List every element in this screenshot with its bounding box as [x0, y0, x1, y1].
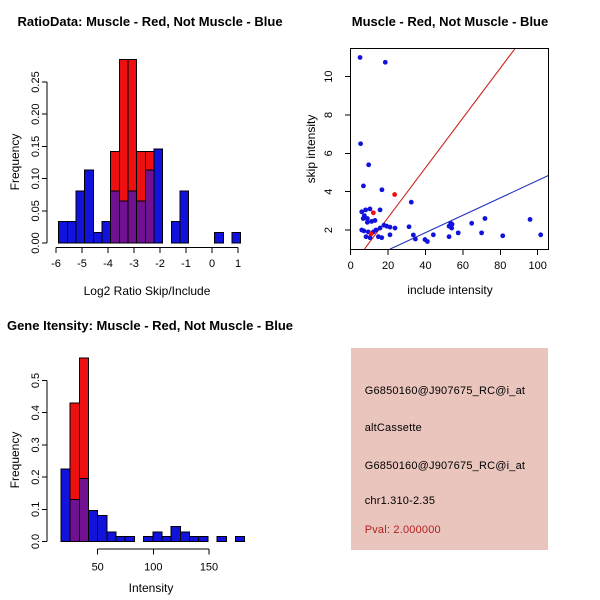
not-muscle-data-point [361, 184, 366, 189]
histogram-bar-blue [190, 536, 199, 541]
histogram-bar-blue [67, 222, 76, 243]
not-muscle-data-point [528, 217, 533, 222]
x-tick-label: 20 [381, 260, 395, 272]
y-tick-label: 10 [323, 70, 335, 83]
y-tick-label: 0.00 [30, 232, 42, 254]
y-tick-label: 0.0 [30, 533, 42, 550]
probe-info-box [351, 348, 549, 550]
x-tick-label: 60 [456, 260, 470, 272]
x-tick-label: 150 [199, 561, 219, 574]
muscle-data-point [392, 192, 397, 197]
histogram-bar-blue [59, 222, 68, 243]
not-muscle-data-point [388, 232, 393, 237]
x-tick-label: 100 [528, 260, 547, 272]
histogram-bar-blue [125, 536, 134, 541]
not-muscle-data-point [393, 226, 398, 231]
histogram-bar-blue [180, 532, 189, 542]
histogram-bar-overlap [137, 201, 146, 243]
not-muscle-data-point [449, 226, 454, 231]
histogram-bar-blue [180, 191, 189, 243]
y-tick-label: 0.3 [30, 437, 42, 453]
x-tick-label: 0 [208, 258, 216, 270]
y-tick-label: 0.15 [30, 135, 42, 158]
scatter-title: Muscle - Red, Not Muscle - Blue [351, 14, 549, 29]
histogram-bar-blue [93, 233, 102, 243]
x-tick-label: -5 [77, 258, 87, 270]
pval-line: Pval: 2.000000 [364, 524, 441, 537]
histogram-bar-overlap [128, 191, 137, 243]
y-tick-label: 8 [323, 111, 335, 119]
histogram-bar-overlap [145, 170, 154, 243]
histogram-bar-blue [171, 526, 180, 541]
scatter-plot [300, 0, 600, 300]
x-tick-label: 100 [144, 561, 163, 574]
not-muscle-data-point [366, 162, 371, 167]
y-tick-label: 2 [323, 226, 335, 234]
histogram-bar-blue [85, 170, 94, 243]
histogram-bar-blue [76, 191, 85, 243]
not-muscle-data-point [388, 225, 393, 230]
not-muscle-data-point [378, 207, 383, 212]
x-tick-label: -2 [155, 258, 165, 270]
x-tick-label: 50 [91, 561, 104, 574]
muscle-fit-line [364, 48, 515, 249]
not-muscle-data-point [479, 230, 484, 235]
not-muscle-data-point [365, 220, 370, 225]
not-muscle-data-point [383, 60, 388, 65]
scatter-xlabel: include intensity [407, 283, 493, 297]
y-tick-label: 0.25 [30, 71, 42, 93]
ratio-histogram-ylabel: Frequency [8, 133, 22, 191]
y-tick-label: 0.1 [30, 501, 42, 517]
plot-box [351, 48, 549, 249]
muscle-data-point [369, 231, 374, 236]
histogram-bar-blue [217, 536, 226, 541]
histogram-bar-blue [98, 516, 107, 542]
x-tick-label: -1 [181, 258, 191, 270]
x-tick-label: 1 [234, 258, 242, 270]
ratio-histogram-title: RatioData: Muscle - Red, Not Muscle - Blue [17, 14, 283, 29]
not-muscle-data-point [358, 141, 363, 146]
histogram-bar-overlap [119, 201, 128, 243]
not-muscle-data-point [378, 226, 383, 231]
histogram-bar-blue [199, 536, 208, 541]
gene-intensity-histogram-panel [0, 300, 300, 600]
gene-intensity-histogram-title: Gene Itensity: Muscle - Red, Not Muscle - Blue [6, 318, 294, 333]
histogram-bar-blue [89, 510, 98, 541]
x-tick-label: -4 [103, 258, 113, 270]
histogram-bar-blue [102, 222, 111, 243]
not-muscle-data-point [469, 221, 474, 226]
y-tick-label: 0.10 [30, 167, 42, 190]
scatter-ylabel: skip intensity [304, 114, 318, 184]
not-muscle-data-point [368, 207, 373, 212]
histogram-bar-blue [162, 536, 171, 541]
histogram-bar-blue [61, 469, 70, 541]
not-muscle-data-point [483, 216, 488, 221]
histogram-bar-blue [235, 536, 244, 541]
not-muscle-data-point [361, 216, 366, 221]
ratio-histogram-panel [0, 0, 300, 300]
not-muscle-data-point [447, 234, 452, 239]
x-tick-label: 80 [494, 260, 507, 272]
histogram-bar-overlap [70, 500, 79, 542]
not-muscle-data-point [413, 237, 418, 242]
not-muscle-data-point [373, 218, 378, 223]
histogram-bar-blue [107, 532, 116, 542]
probe-id-line-2: G6850160@J907675_RC@i_at [364, 460, 526, 473]
chromosome-location-line: chr1.310-2.35 [364, 495, 436, 508]
histogram-bar-overlap [111, 191, 120, 243]
gene-intensity-histogram-plot [0, 300, 300, 600]
not-muscle-data-point [431, 232, 436, 237]
histogram-bar-blue [154, 149, 163, 243]
gene-intensity-ylabel: Frequency [8, 431, 22, 489]
histogram-bar-blue [116, 536, 125, 541]
gene-intensity-xlabel: Intensity [128, 581, 174, 595]
y-tick-label: 0.2 [30, 469, 42, 485]
not-muscle-data-point [379, 235, 384, 240]
muscle-data-point [371, 210, 376, 215]
not-muscle-data-point [359, 228, 364, 233]
y-tick-label: 6 [323, 150, 335, 157]
y-tick-label: 4 [323, 188, 335, 195]
scatter-panel [300, 0, 600, 300]
probe-id-line: G6850160@J907675_RC@i_at [364, 385, 526, 398]
x-tick-label: 40 [419, 260, 432, 272]
x-tick-label: 0 [347, 260, 354, 272]
not-muscle-data-point [409, 200, 414, 205]
histogram-bar-blue [232, 233, 241, 243]
histogram-bar-overlap [79, 479, 88, 542]
not-muscle-data-point [407, 224, 412, 229]
ratio-histogram-plot [0, 0, 300, 300]
y-tick-label: 0.5 [30, 372, 42, 389]
y-tick-label: 0.20 [30, 103, 42, 125]
info-panel [300, 300, 600, 600]
ratio-histogram-xlabel: Log2 Ratio Skip/Include [83, 284, 211, 298]
histogram-bar-blue [153, 532, 162, 542]
splice-type-line: altCassette [364, 422, 422, 435]
not-muscle-data-point [538, 232, 543, 237]
not-muscle-data-point [358, 55, 363, 60]
not-muscle-data-point [500, 233, 505, 238]
not-muscle-data-point [456, 230, 461, 235]
not-muscle-data-point [425, 239, 430, 244]
x-tick-label: -6 [51, 258, 61, 270]
not-muscle-data-point [380, 187, 385, 192]
histogram-bar-blue [144, 536, 153, 541]
x-tick-label: -3 [129, 258, 139, 270]
y-tick-label: 0.4 [30, 405, 42, 421]
histogram-bar-blue [215, 233, 224, 243]
histogram-bar-blue [171, 222, 180, 243]
y-tick-label: 0.05 [30, 200, 42, 222]
